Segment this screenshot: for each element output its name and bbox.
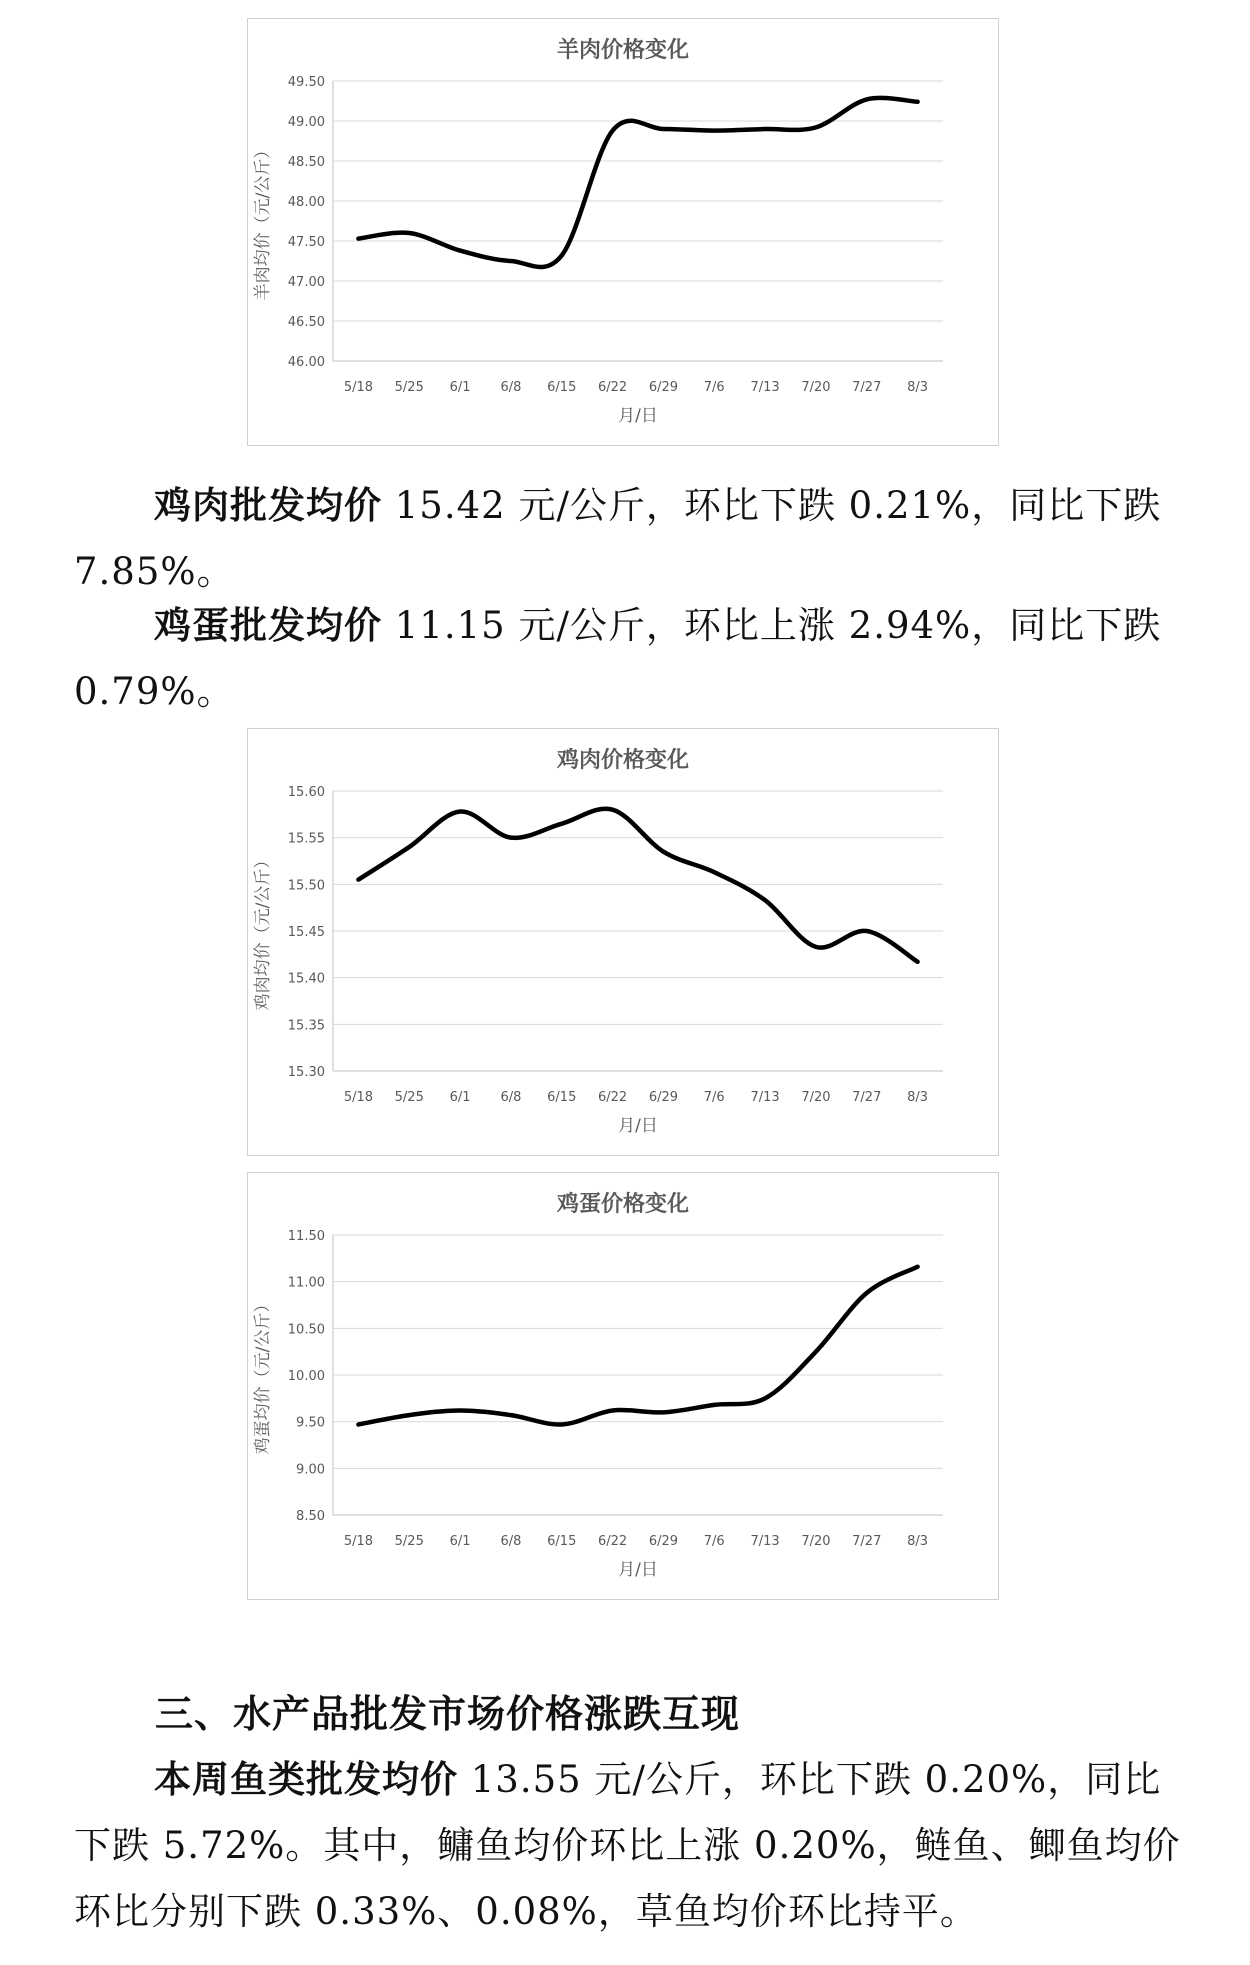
y-tick-label: 10.00 xyxy=(287,1369,325,1384)
x-tick-label: 5/25 xyxy=(394,1090,424,1105)
y-tick-label: 15.55 xyxy=(287,831,325,847)
chart-title: 羊肉价格变化 xyxy=(556,38,690,63)
y-tick-label: 48.50 xyxy=(287,155,325,170)
x-tick-label: 7/6 xyxy=(703,1534,725,1549)
x-tick-label: 6/22 xyxy=(597,380,628,395)
x-tick-label: 7/20 xyxy=(801,1090,831,1105)
egg-paragraph-text: 11.15 元/公斤，环比上涨 2.94%，同比下跌 0.79%。 xyxy=(74,604,1162,713)
x-tick-label: 5/25 xyxy=(394,380,424,395)
x-tick-label: 8/3 xyxy=(907,380,929,395)
x-tick-label: 6/1 xyxy=(449,1534,471,1549)
series-line xyxy=(358,809,917,962)
x-tick-label: 5/18 xyxy=(343,1534,374,1549)
x-tick-label: 7/13 xyxy=(750,1090,780,1105)
x-tick-label: 7/20 xyxy=(801,380,831,395)
fish-paragraph-text: 13.55 元/公斤，环比下跌 0.20%，同比下跌 5.72%。其中，鳙鱼均价环比上涨 0.20%，鲢鱼、鲫鱼均价环比分别下跌 0.33%、0.08%，草鱼均价环比持平。 xyxy=(74,1758,1181,1933)
y-tick-label: 15.45 xyxy=(287,925,325,940)
x-tick-label: 7/27 xyxy=(852,380,882,395)
x-tick-label: 7/13 xyxy=(750,380,780,395)
x-tick-label: 6/15 xyxy=(547,1534,577,1549)
x-axis-label: 月/日 xyxy=(618,406,658,426)
x-tick-label: 6/8 xyxy=(500,1090,522,1105)
y-tick-label: 15.50 xyxy=(287,878,325,894)
y-tick-label: 15.40 xyxy=(287,971,325,987)
series-line xyxy=(358,1267,917,1425)
x-tick-label: 6/8 xyxy=(500,380,522,395)
x-tick-label: 5/18 xyxy=(343,380,374,395)
y-tick-label: 47.50 xyxy=(287,235,325,250)
egg-chart-box xyxy=(247,1172,999,1600)
x-tick-label: 6/1 xyxy=(449,380,471,395)
y-tick-label: 8.50 xyxy=(296,1509,325,1524)
y-tick-label: 46.50 xyxy=(287,315,325,330)
y-tick-label: 48.00 xyxy=(287,195,325,210)
x-tick-label: 6/29 xyxy=(648,1534,679,1549)
y-tick-label: 49.50 xyxy=(287,75,325,90)
y-tick-label: 11.50 xyxy=(287,1229,325,1244)
y-tick-label: 10.50 xyxy=(287,1322,325,1338)
x-tick-label: 6/8 xyxy=(500,1534,522,1549)
x-tick-label: 7/13 xyxy=(750,1534,780,1549)
chicken-chart-box xyxy=(247,728,999,1156)
y-tick-label: 46.00 xyxy=(287,355,325,370)
x-axis-label: 月/日 xyxy=(618,1116,658,1136)
x-tick-label: 7/6 xyxy=(703,380,725,395)
y-tick-label: 9.50 xyxy=(296,1415,325,1431)
fish-paragraph xyxy=(74,1746,1184,1945)
series-line xyxy=(358,98,917,267)
x-tick-label: 8/3 xyxy=(907,1534,929,1549)
y-tick-label: 15.35 xyxy=(287,1018,325,1034)
section-heading: 三、水产品批发市场价格涨跌互现 xyxy=(155,1691,741,1736)
x-tick-label: 7/27 xyxy=(852,1090,882,1105)
fish-paragraph-lead: 本周鱼类批发均价 xyxy=(154,1757,458,1801)
chicken-paragraph xyxy=(74,472,1184,605)
x-tick-label: 7/20 xyxy=(801,1534,831,1549)
y-tick-label: 49.00 xyxy=(287,115,325,130)
chart-title: 鸡肉价格变化 xyxy=(556,748,690,773)
chicken-paragraph-lead: 鸡肉批发均价 xyxy=(154,483,382,527)
y-tick-label: 9.00 xyxy=(296,1462,325,1478)
y-tick-label: 11.00 xyxy=(287,1275,325,1291)
mutton-price-chart xyxy=(248,19,998,445)
x-tick-label: 5/18 xyxy=(343,1090,374,1105)
y-axis-label: 鸡肉均价（元/公斤） xyxy=(253,851,273,1011)
mutton-chart-box xyxy=(247,18,999,446)
chicken-price-chart xyxy=(248,729,998,1155)
x-tick-label: 6/29 xyxy=(648,1090,679,1105)
y-axis-label: 羊肉均价（元/公斤） xyxy=(253,141,273,301)
x-tick-label: 6/22 xyxy=(597,1090,628,1105)
x-tick-label: 6/15 xyxy=(547,380,577,395)
chart-title: 鸡蛋价格变化 xyxy=(556,1192,690,1217)
egg-price-chart xyxy=(248,1173,998,1599)
x-tick-label: 6/1 xyxy=(449,1090,471,1105)
y-axis-label: 鸡蛋均价（元/公斤） xyxy=(253,1295,273,1455)
x-tick-label: 6/29 xyxy=(648,380,679,395)
y-tick-label: 15.60 xyxy=(287,785,325,800)
x-tick-label: 6/22 xyxy=(597,1534,628,1549)
egg-paragraph xyxy=(74,592,1184,725)
x-axis-label: 月/日 xyxy=(618,1560,658,1580)
x-tick-label: 7/6 xyxy=(703,1090,725,1105)
x-tick-label: 6/15 xyxy=(547,1090,577,1105)
x-tick-label: 8/3 xyxy=(907,1090,929,1105)
y-tick-label: 15.30 xyxy=(287,1065,325,1080)
egg-paragraph-lead: 鸡蛋批发均价 xyxy=(154,603,382,647)
x-tick-label: 5/25 xyxy=(394,1534,424,1549)
y-tick-label: 47.00 xyxy=(287,275,325,290)
chicken-paragraph-text: 15.42 元/公斤，环比下跌 0.21%，同比下跌 7.85%。 xyxy=(74,484,1162,593)
x-tick-label: 7/27 xyxy=(852,1534,882,1549)
